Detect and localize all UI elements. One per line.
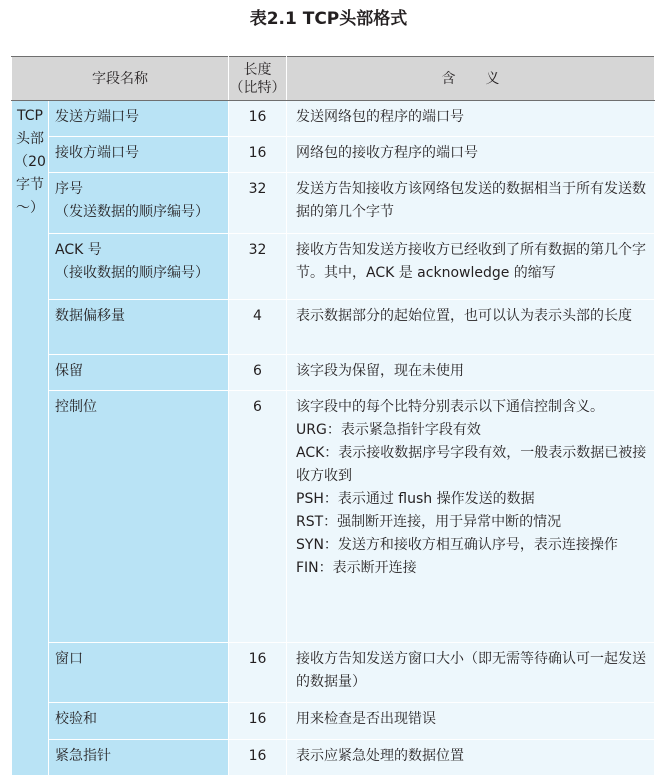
field-meaning-text: URG：表示紧急指针字段有效 [296, 421, 481, 438]
tcp-header-table [11, 56, 655, 776]
field-name-cell [49, 173, 229, 233]
field-name-text: 校验和 [55, 711, 97, 728]
field-name-text: 窗口 [55, 651, 83, 668]
field-name-text: 发送方端口号 [55, 109, 139, 125]
header-meaning-right: 义 [485, 70, 500, 87]
field-name-cell [49, 101, 229, 137]
field-meaning-text: 该字段中的每个比特分别表示以下通信控制含义。 [296, 398, 604, 415]
table-row [12, 173, 655, 233]
header-field-name: 字段名称 [12, 57, 229, 101]
field-meaning-text: 接收方告知发送方接收方已经收到了所有数据的第几个字节。其中，ACK 是 acknowledge 的缩写 [296, 241, 646, 281]
group-label-line: ～） [16, 200, 44, 216]
field-meaning-text: RST：强制断开连接，用于异常中断的情况 [296, 513, 562, 530]
field-meaning-text: 该字段为保留，现在未使用 [296, 362, 464, 379]
field-length-cell: 16 [229, 739, 287, 775]
field-name-cell [49, 354, 229, 390]
field-name-cell [49, 739, 229, 775]
field-meaning-text: 表示数据部分的起始位置，也可以认为表示头部的长度 [296, 307, 632, 324]
field-name-cell [49, 233, 229, 299]
field-name-text: 紧急指针 [55, 747, 111, 764]
field-meaning-cell [287, 390, 655, 643]
table-row [12, 739, 655, 775]
field-meaning-cell [287, 137, 655, 173]
table-row [12, 101, 655, 137]
header-length-line1: 长度 [243, 61, 272, 78]
field-length-cell: 32 [229, 233, 287, 299]
field-meaning-cell [287, 173, 655, 233]
table-row [12, 643, 655, 703]
field-name-cell [49, 299, 229, 354]
field-meaning-cell [287, 299, 655, 354]
field-meaning-text: FIN：表示断开连接 [296, 559, 417, 576]
table-row [12, 354, 655, 390]
field-meaning-cell [287, 739, 655, 775]
field-meaning-text: ACK：表示接收数据序号字段有效，一般表示数据已被接收方收到 [296, 444, 647, 484]
table-title: 表2.1 TCP头部格式 [249, 9, 408, 29]
field-name-cell [49, 643, 229, 703]
header-length-line2: （比特） [229, 79, 286, 96]
table-row [12, 137, 655, 173]
field-length-cell: 16 [229, 703, 287, 739]
field-length-cell: 6 [229, 390, 287, 643]
field-meaning-text: 发送方告知接收方该网络包发送的数据相当于所有发送数据的第几个字节 [296, 181, 646, 221]
table-header [12, 57, 655, 101]
table-row [12, 233, 655, 299]
table-row [12, 703, 655, 739]
table-row [12, 299, 655, 354]
field-name-cell [49, 137, 229, 173]
field-name-text: ACK 号 [55, 241, 102, 258]
group-label-line: 头部 [16, 131, 44, 147]
field-name-cell [49, 390, 229, 643]
header-meaning [287, 57, 655, 101]
group-label-line: 字节 [16, 177, 44, 193]
table-row [12, 390, 655, 643]
header-length [229, 57, 287, 101]
field-meaning-text: 表示应紧急处理的数据位置 [296, 747, 464, 764]
field-length-cell: 16 [229, 137, 287, 173]
field-name-text: 保留 [55, 362, 83, 379]
field-name-text: （接收数据的顺序编号） [55, 264, 209, 281]
field-name-text: 数据偏移量 [55, 307, 125, 324]
field-meaning-cell [287, 703, 655, 739]
field-meaning-text: 发送网络包的程序的端口号 [296, 109, 464, 125]
field-meaning-text: 用来检查是否出现错误 [296, 711, 436, 728]
field-meaning-text: 网络包的接收方程序的端口号 [296, 145, 478, 162]
field-length-cell: 16 [229, 643, 287, 703]
group-label-line: TCP [17, 108, 43, 124]
field-meaning-cell [287, 643, 655, 703]
field-length-cell: 32 [229, 173, 287, 233]
group-label-cell [12, 101, 49, 776]
field-length-cell: 6 [229, 354, 287, 390]
group-label-line: （20 [14, 154, 46, 170]
field-meaning-text: SYN：发送方和接收方相互确认序号，表示连接操作 [296, 536, 618, 553]
field-meaning-text: 接收方告知发送方窗口大小（即无需等待确认可一起发送的数据量） [296, 651, 646, 691]
field-meaning-cell [287, 233, 655, 299]
header-meaning-left: 含 [441, 70, 456, 87]
table-body [12, 101, 655, 776]
field-meaning-text: PSH：表示通过 flush 操作发送的数据 [296, 490, 535, 507]
field-name-text: 接收方端口号 [55, 145, 139, 162]
field-meaning-cell [287, 101, 655, 137]
field-name-text: 序号 [55, 181, 83, 198]
field-meaning-cell [287, 354, 655, 390]
field-name-text: （发送数据的顺序编号） [55, 204, 209, 221]
field-name-text: 控制位 [55, 398, 97, 415]
field-length-cell: 4 [229, 299, 287, 354]
field-name-cell [49, 703, 229, 739]
field-length-cell: 16 [229, 101, 287, 137]
